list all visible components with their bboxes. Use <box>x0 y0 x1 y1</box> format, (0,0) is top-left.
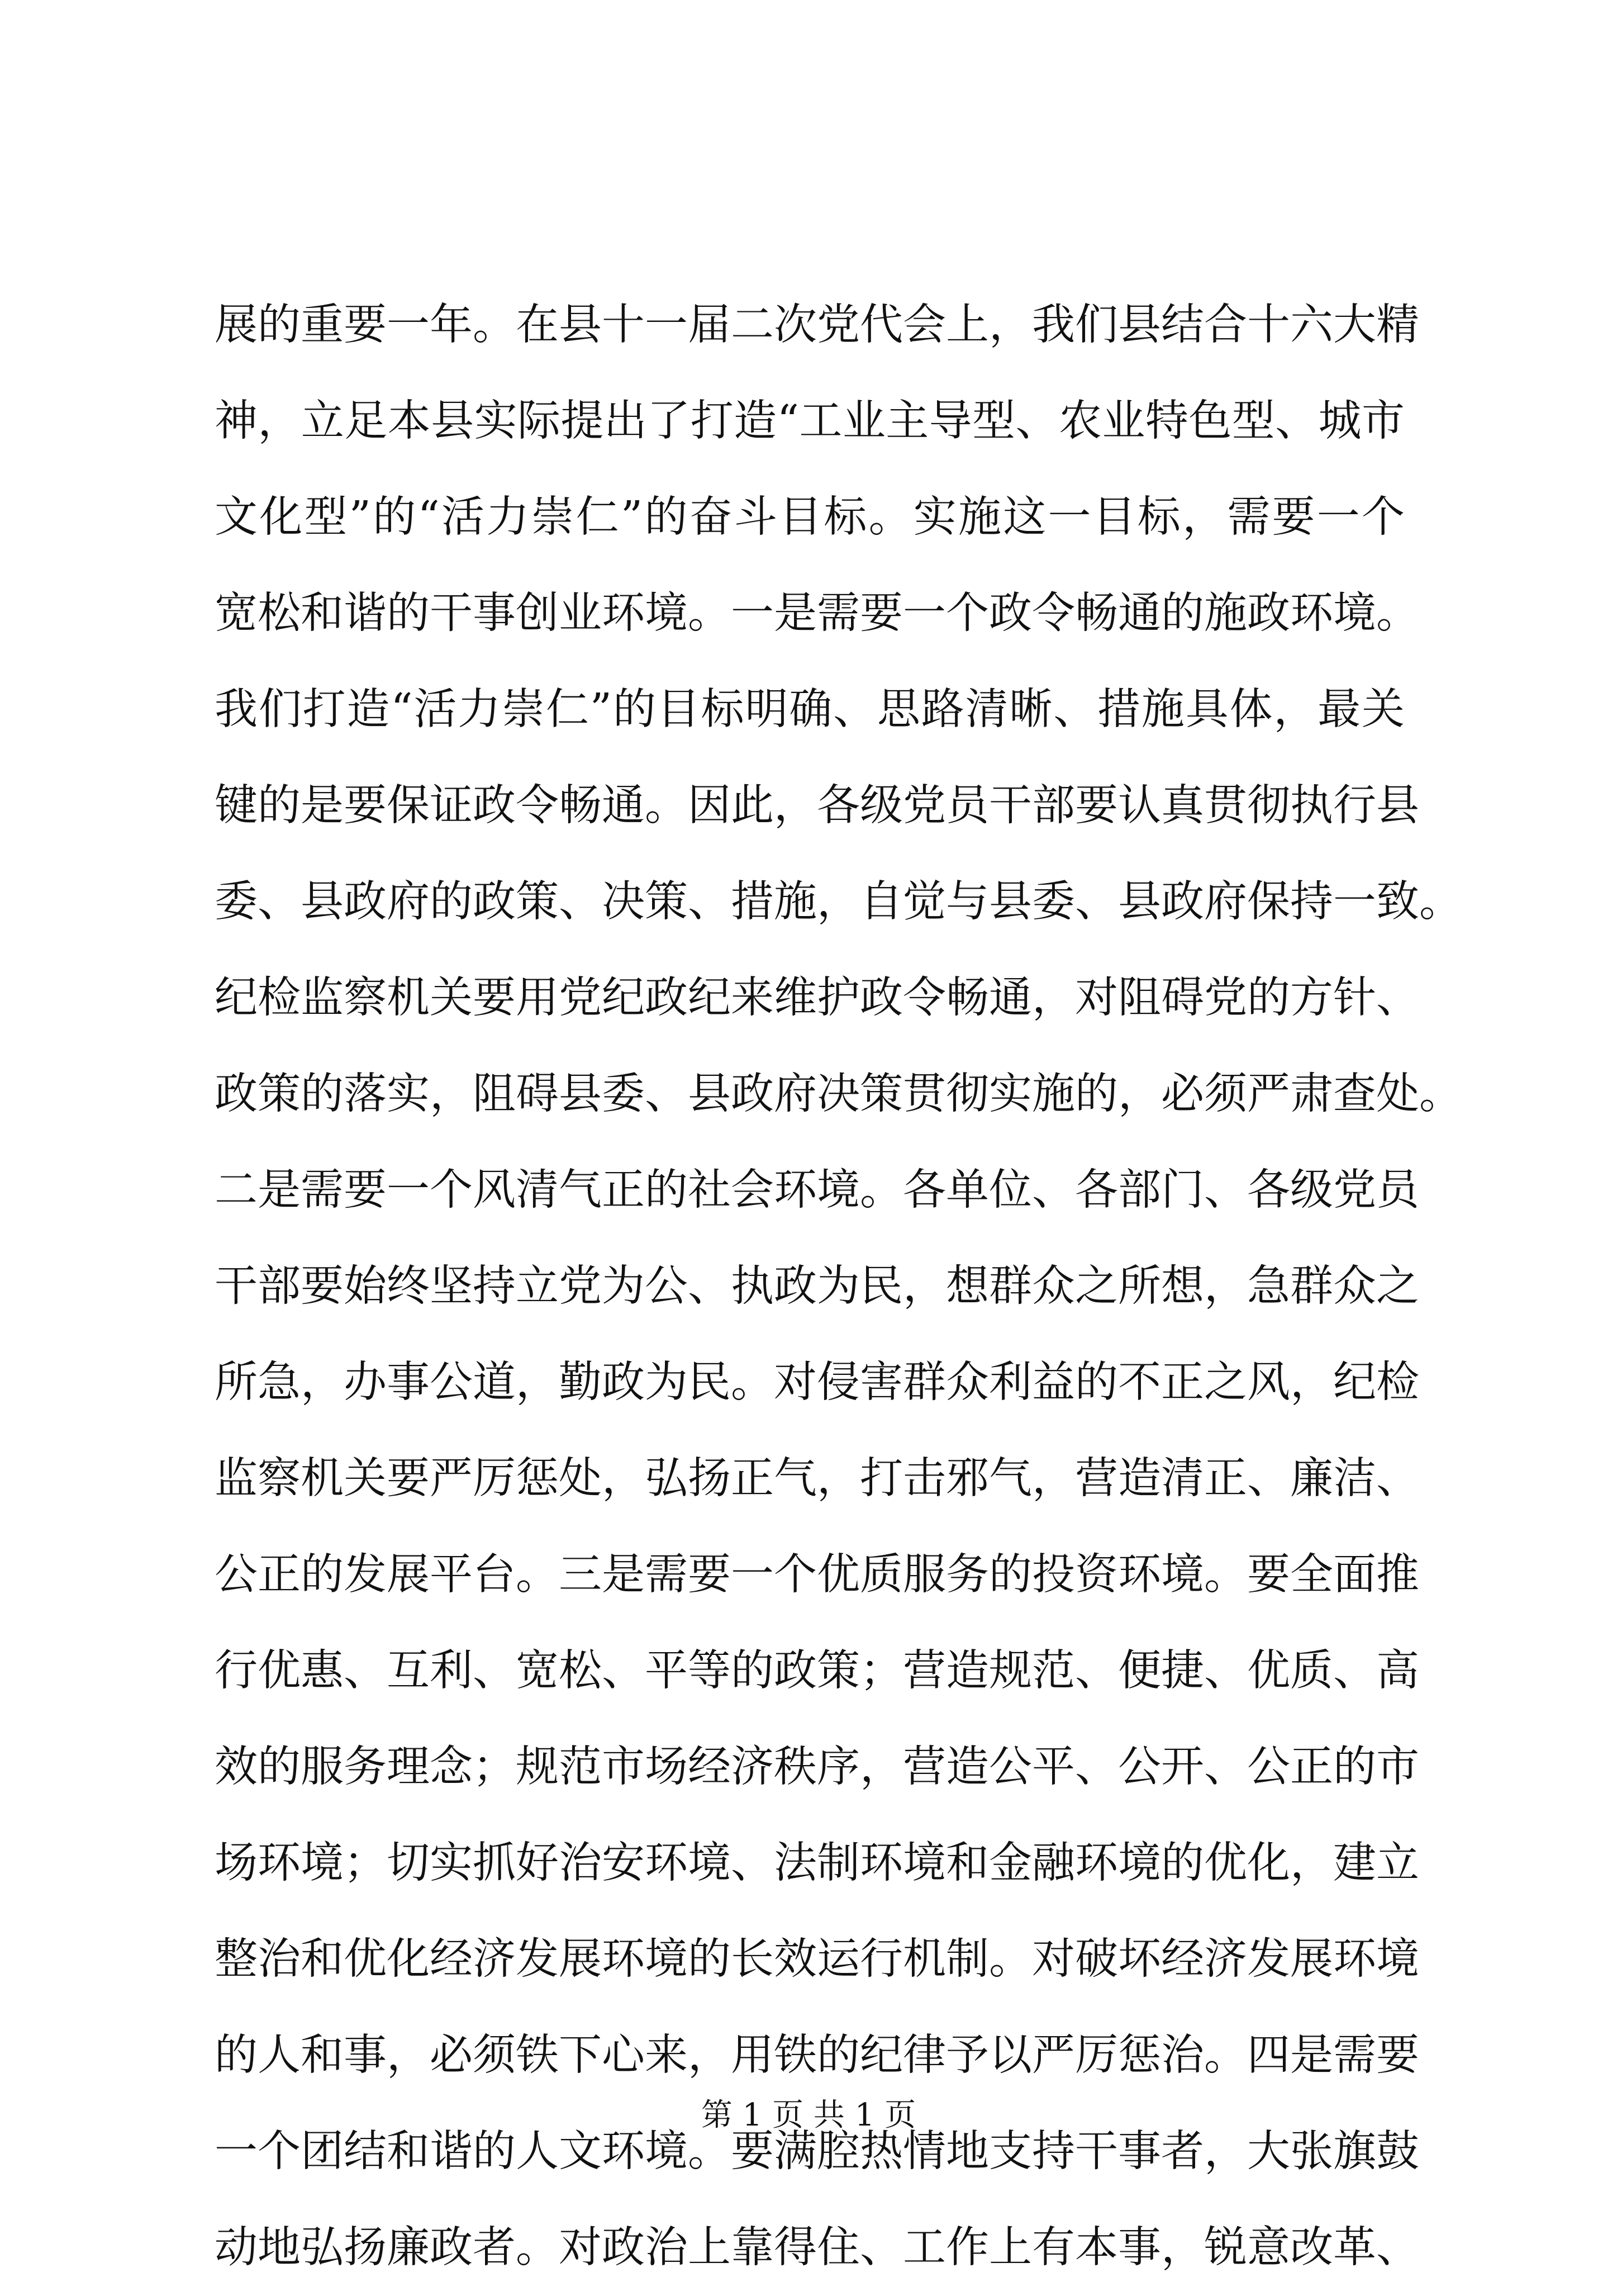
text-line: 我们打造“活力崇仁”的目标明确、思路清晰、措施具体，最关 <box>215 685 1405 734</box>
text-line: 文化型”的“活力崇仁”的奋斗目标。实施这一目标，需要一个 <box>215 492 1405 542</box>
text-line: 委、县政府的政策、决策、措施，自觉与县委、县政府保持一致。 <box>215 877 1462 927</box>
text-line: 宽松和谐的干事创业环境。一是需要一个政令畅通的施政环境。 <box>215 589 1419 638</box>
text-line: 监察机关要严厉惩处，弘扬正气，打击邪气，营造清正、廉洁、 <box>215 1454 1419 1503</box>
text-line: 所急，办事公道，勤政为民。对侵害群众利益的不正之风，纪检 <box>215 1358 1419 1407</box>
text-line: 整治和优化经济发展环境的长效运行机制。对破坏经济发展环境 <box>215 1934 1419 1984</box>
text-line: 行优惠、互利、宽松、平等的政策；营造规范、便捷、优质、高 <box>215 1646 1419 1696</box>
text-line: 动地弘扬廉政者。对政治上靠得住、工作上有本事，锐意改革、 <box>215 2223 1419 2273</box>
text-line: 一个团结和谐的人文环境。要满腔热情地支持干事者，大张旗鼓 <box>215 2127 1419 2176</box>
text-line: 场环境；切实抓好治安环境、法制环境和金融环境的优化，建立 <box>215 1838 1419 1888</box>
text-line: 键的是要保证政令畅通。因此，各级党员干部要认真贯彻执行县 <box>215 781 1419 831</box>
text-line: 展的重要一年。在县十一届二次党代会上，我们县结合十六大精 <box>215 300 1419 350</box>
body-paragraph <box>215 277 1462 2296</box>
text-line: 纪检监察机关要用党纪政纪来维护政令畅通，对阻碍党的方针、 <box>215 973 1419 1023</box>
text-line: 公正的发展平台。三是需要一个优质服务的投资环境。要全面推 <box>215 1550 1419 1600</box>
text-line: 干部要始终坚持立党为公、执政为民，想群众之所想，急群众之 <box>215 1261 1419 1311</box>
text-line: 政策的落实，阻碍县委、县政府决策贯彻实施的，必须严肃查处。 <box>215 1069 1462 1119</box>
text-line: 神，立足本县实际提出了打造“工业主导型、农业特色型、城市 <box>215 396 1405 446</box>
text-line: 效的服务理念；规范市场经济秩序，营造公平、公开、公正的市 <box>215 1742 1419 1792</box>
page-number-footer: 第 1 页 共 1 页 <box>701 2097 916 2133</box>
text-line: 二是需要一个风清气正的社会环境。各单位、各部门、各级党员 <box>215 1165 1419 1215</box>
text-line: 的人和事，必须铁下心来，用铁的纪律予以严厉惩治。四是需要 <box>215 2031 1419 2080</box>
